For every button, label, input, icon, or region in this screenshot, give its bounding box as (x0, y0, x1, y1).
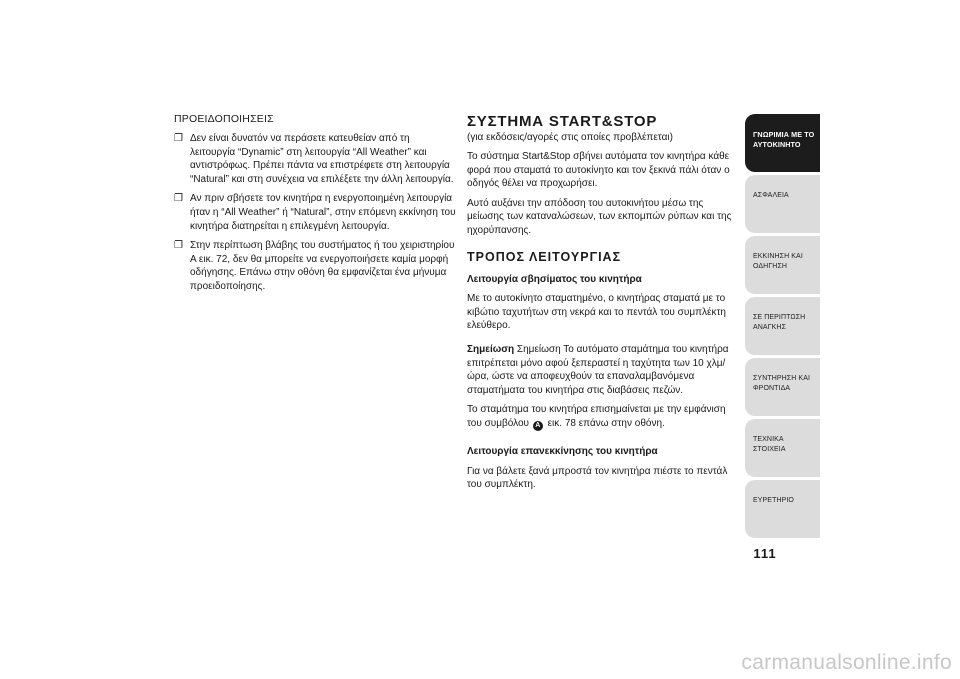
restart-heading: Λειτουργία επανεκκίνησης του κινητήρα (467, 445, 658, 457)
signal-text: Το σταμάτημα του κινητήρα επισημαίνεται με την εμφάνιση του συμβόλου (467, 404, 726, 429)
checkbox-bullet-icon: ❐ (174, 240, 183, 252)
intro-paragraph: Αυτό αυξάνει την απόδοση του αυτοκινήτου μέσω της μείωσης των καταναλώσεων, των εκπομπών ρύπων και της ηχορύπανσης. (467, 197, 732, 236)
tab-emergency[interactable] (745, 297, 820, 355)
warning-item (174, 132, 456, 186)
warning-item (174, 239, 456, 293)
warning-text: Αν πριν σβήσετε τον κινητήρα η ενεργοποιημένη λειτουργία ήταν η “All Weather” ή “Natural”, στην επόμενη εκκίνηση του κινητήρα διατηρείται η επιλεγμένη λειτουργία. (190, 193, 456, 232)
tab-safety[interactable] (745, 175, 820, 233)
signal-text-end: εικ. 78 επάνω στην οθόνη. (544, 417, 665, 429)
checkbox-bullet-icon: ❐ (174, 193, 183, 205)
watermark: carmanualsonline.info (741, 651, 952, 674)
tab-label: ΓΝΩΡΙΜΙΑ ΜΕ ΤΟ ΑΥΤΟΚΙΝΗΤΟ (753, 130, 815, 149)
intro-paragraph: Το σύστημα Start&Stop σβήνει αυτόματα τον κινητήρα κάθε φορά που σταματά το αυτοκίνητο και τον ξεκινά πάλι όταν ο οδηγός θέλει να προχωρήσει. (467, 151, 730, 190)
tab-label: ΣΕ ΠΕΡΙΠΤΩΣΗ ΑΝΑΓΚΗΣ (753, 314, 806, 331)
tab-label: ΤΕΧΝΙΚΑ ΣΤΟΙΧΕΙΑ (753, 436, 786, 453)
note-label: Σημείωση (467, 343, 515, 355)
tab-label: ΑΣΦΑΛΕΙΑ (753, 192, 789, 199)
warnings-block (174, 113, 456, 300)
stop-heading: Λειτουργία σβησίματος του κινητήρα (467, 273, 642, 285)
signal-paragraph (467, 403, 739, 431)
warning-item (174, 192, 456, 233)
warning-text: Στην περίπτωση βλάβης του συστήματος ή του χειριστηρίου A εικ. 72, δεν θα μπορείτε να ενεργοποιήσετε καμία μορφή οδήγησης. Επάνω στην οθόνη θα εμφανίζεται ένα μήνυμα προειδοποίησης. (190, 240, 455, 292)
tab-technical-data[interactable] (745, 419, 820, 477)
restart-paragraph: Για να βάλετε ξανά μπροστά τον κινητήρα πιέστε το πεντάλ του συμπλέκτη. (467, 465, 728, 491)
mode-title: ΤΡΟΠΟΣ ΛΕΙΤΟΥΡΓΙΑΣ (467, 249, 622, 264)
start-stop-section (467, 113, 739, 498)
note-text: Σημείωση Το αυτόματο σταμάτημα του κινητήρα επιτρέπεται μόνο αφού ξεπεραστεί η ταχύτητα των 10 χλμ/ώρα, ώστε να αποφευχθούν τα επαναλαμβανόμενα σταματήματα του κινητήρα στις διαβάσεις πεζών. (467, 343, 729, 396)
warnings-title: ΠΡΟΕΙΔΟΠΟΙΗΣΕΙΣ (174, 113, 274, 125)
warning-text: Δεν είναι δυνατόν να περάσετε κατευθείαν από τη λειτουργία “Dynamic” στη λειτουργία “All Weather” και αντιστρόφως. Πρέπει πάντα να επιστρέφετε στη λειτουργία “Natural” και στη συνέχεια να επιλέξετε την άλλη λειτουργία. (190, 133, 454, 185)
engine-stop-symbol-icon: A (533, 421, 543, 431)
checkbox-bullet-icon: ❐ (174, 133, 183, 144)
tab-label: ΕΚΚΙΝΗΣΗ ΚΑΙ ΟΔΗΓΗΣΗ (753, 253, 803, 270)
stop-paragraph: Με το αυτοκίνητο σταματημένο, ο κινητήρας σταματά με το κιβώτιο ταχυτήτων στη νεκρά και το πεντάλ του συμπλέκτη ελεύθερο. (467, 293, 726, 332)
tab-label: ΣΥΝΤΗΡΗΣΗ ΚΑΙ ΦΡΟΝΤΙΔΑ (753, 375, 811, 392)
tab-getting-to-know-car[interactable] (745, 114, 820, 172)
page-number: 111 (753, 546, 777, 561)
tab-index[interactable] (745, 480, 820, 538)
tab-starting-driving[interactable] (745, 236, 820, 294)
section-subtitle: (για εκδόσεις/αγορές στις οποίες προβλέπεται) (467, 132, 673, 143)
note-paragraph (467, 343, 739, 397)
tab-label: ΕΥΡΕΤΗΡΙΟ (753, 497, 794, 504)
section-title: ΣΥΣΤΗΜΑ START&STOP (467, 113, 658, 130)
tab-maintenance[interactable] (745, 358, 820, 416)
chapter-tabs (745, 114, 820, 541)
